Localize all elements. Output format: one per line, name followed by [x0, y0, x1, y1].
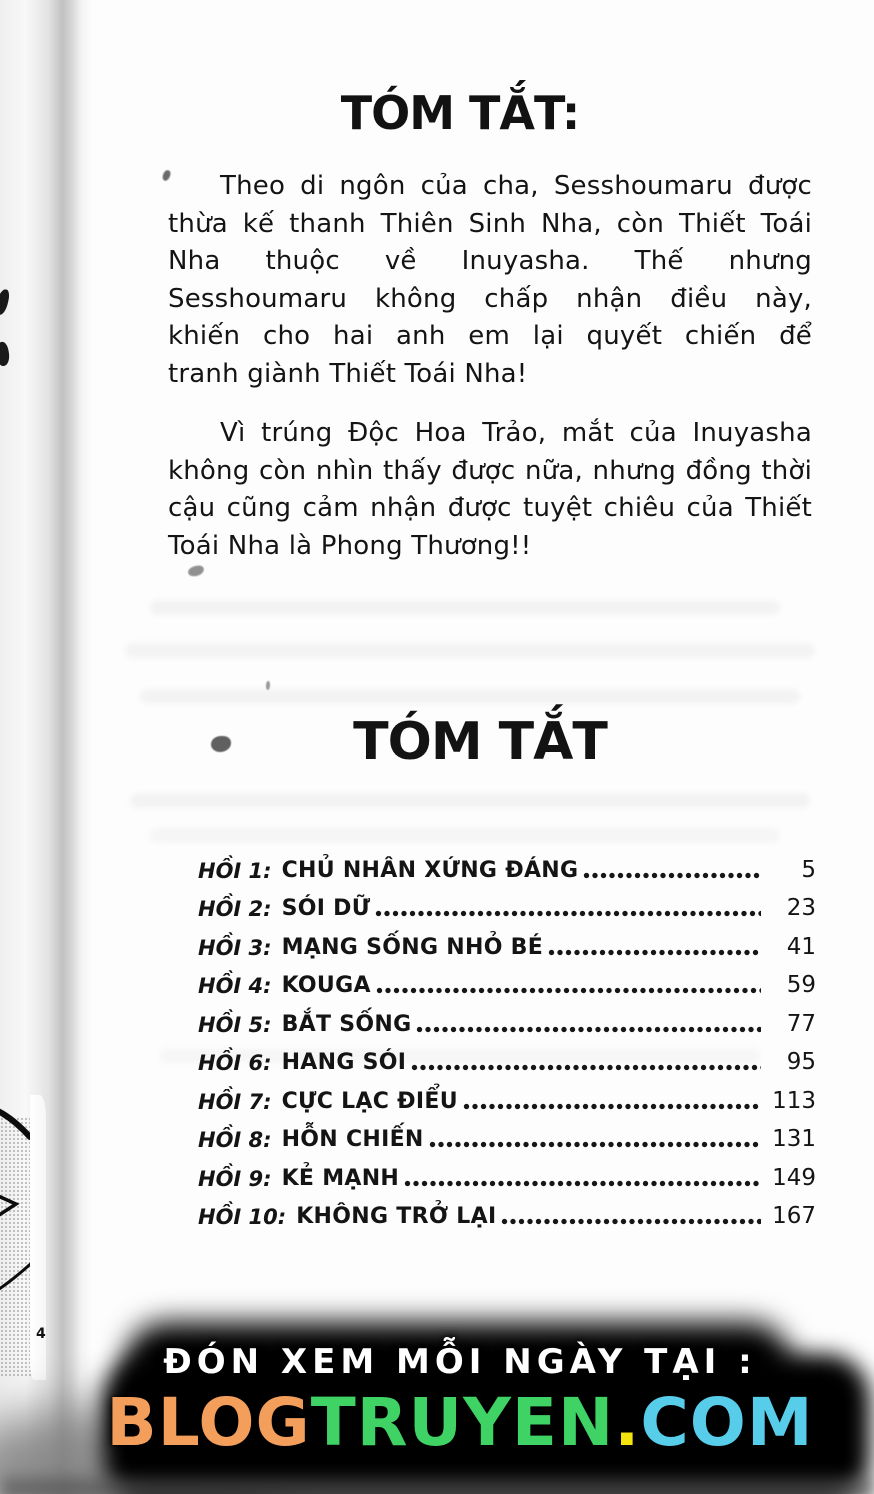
toc-page-number: 5	[801, 856, 816, 883]
footer-tagline: ĐÓN XEM MỖI NGÀY TẠI :	[163, 1342, 757, 1382]
toc-chapter-label: HỒI 10:	[198, 1205, 287, 1229]
toc-chapter-title: CỰC LẠC ĐIỂU	[281, 1088, 458, 1114]
toc-leader-dots	[463, 1103, 761, 1110]
toc-page-number: 131	[772, 1126, 816, 1152]
summary-line: tranh giành Thiết Toái Nha!	[168, 358, 528, 389]
summary-paragraph	[168, 415, 812, 565]
summary-line: khiến cho hai anh em lại quyết chiến để	[168, 321, 812, 351]
toc-page-number: 95	[786, 1049, 816, 1075]
toc-chapter-label: HỒI 7:	[198, 1089, 272, 1114]
toc-row	[198, 1000, 816, 1039]
toc-chapter-title: KHÔNG TRỞ LẠI	[296, 1204, 497, 1229]
toc-title: TÓM TẮT	[353, 712, 607, 772]
toc-leader-dots	[548, 949, 761, 956]
toc-leader-dots	[375, 910, 761, 917]
toc-leader-dots	[376, 987, 761, 994]
toc-row	[198, 1116, 816, 1155]
footer-banner	[0, 1318, 874, 1494]
toc-chapter-title: CHỦ NHÂN XỨNG ĐÁNG	[281, 857, 579, 883]
toc-page-number: 77	[786, 1010, 816, 1037]
toc-page-number: 113	[772, 1087, 816, 1114]
toc-chapter-label: HỒI 3:	[198, 935, 272, 960]
toc-row	[198, 885, 816, 924]
toc-page-number: 59	[786, 972, 816, 998]
logo-segment: .	[614, 1384, 641, 1461]
summary-line: Theo di ngôn của cha, Sesshoumaru được	[220, 171, 812, 201]
toc-chapter-label: HỒI 9:	[198, 1166, 272, 1191]
toc-leader-dots	[429, 1141, 761, 1148]
logo-segment: COM	[640, 1384, 814, 1461]
toc-chapter-title: SÓI DỮ	[281, 896, 371, 921]
bleed-through-artifact	[150, 828, 780, 843]
toc-page-number: 167	[772, 1203, 816, 1229]
toc-row	[198, 923, 816, 962]
footer-glow	[0, 1478, 874, 1494]
summary-line: Toái Nha là Phong Thương!!	[168, 530, 532, 561]
toc-chapter-title: KOUGA	[281, 973, 371, 998]
toc-chapter-label: HỒI 1:	[198, 858, 272, 883]
toc-row	[198, 1154, 816, 1193]
bleed-through-artifact	[140, 689, 800, 704]
toc-row	[198, 1077, 816, 1116]
toc-row	[198, 846, 816, 885]
toc-row	[198, 1039, 816, 1078]
summary-line: Nha thuộc về Inuyasha. Thế nhưng	[168, 246, 812, 276]
logo-segment: TRUYEN	[310, 1384, 615, 1461]
toc-page-number: 23	[786, 895, 816, 921]
site-logo	[40, 1384, 874, 1461]
summary-line: thừa kế thanh Thiên Sinh Nha, còn Thiết Toái	[168, 208, 812, 239]
summary-paragraph	[168, 168, 812, 393]
toc-chapter-title: HANG SÓI	[281, 1050, 407, 1075]
toc-leader-dots	[411, 1064, 761, 1071]
summary-line: không còn nhìn thấy được nữa, nhưng đồng thời	[168, 455, 812, 486]
toc-row	[198, 1193, 816, 1232]
toc-chapter-label: HỒI 2:	[198, 897, 272, 921]
toc-leader-dots	[404, 1180, 761, 1187]
toc-leader-dots	[501, 1218, 761, 1225]
toc-row	[198, 962, 816, 1001]
summary-line: Vì trúng Độc Hoa Trảo, mắt của Inuyasha	[220, 418, 812, 448]
toc-chapter-title: KẺ MẠNH	[281, 1165, 400, 1191]
toc-page-number: 41	[786, 933, 816, 960]
page-number: 4	[36, 1326, 46, 1342]
toc-list	[198, 846, 816, 1231]
logo-segment: BLOG	[106, 1384, 311, 1461]
bleed-through-artifact	[130, 793, 810, 808]
toc-chapter-label: HỒI 8:	[198, 1128, 272, 1152]
toc-chapter-label: HỒI 5:	[198, 1012, 272, 1037]
toc-chapter-label: HỒI 6:	[198, 1051, 272, 1075]
toc-page-number: 149	[772, 1164, 816, 1191]
toc-chapter-label: HỒI 4:	[198, 974, 272, 998]
bleed-through-artifact	[150, 600, 780, 615]
toc-leader-dots	[416, 1026, 761, 1033]
toc-chapter-title: MẠNG SỐNG NHỎ BÉ	[281, 934, 544, 960]
summary-paragraphs	[168, 168, 812, 587]
summary-line: cậu cũng cảm nhận được tuyệt chiêu của Thiết	[168, 493, 812, 523]
summary-title: TÓM TẮT:	[340, 86, 580, 140]
bleed-through-artifact	[125, 643, 815, 658]
toc-chapter-title: HỖN CHIẾN	[281, 1127, 424, 1152]
toc-chapter-title: BẮT SỐNG	[281, 1011, 412, 1037]
toc-leader-dots	[583, 872, 761, 879]
summary-line: Sesshoumaru không chấp nhận điều này,	[168, 283, 812, 314]
